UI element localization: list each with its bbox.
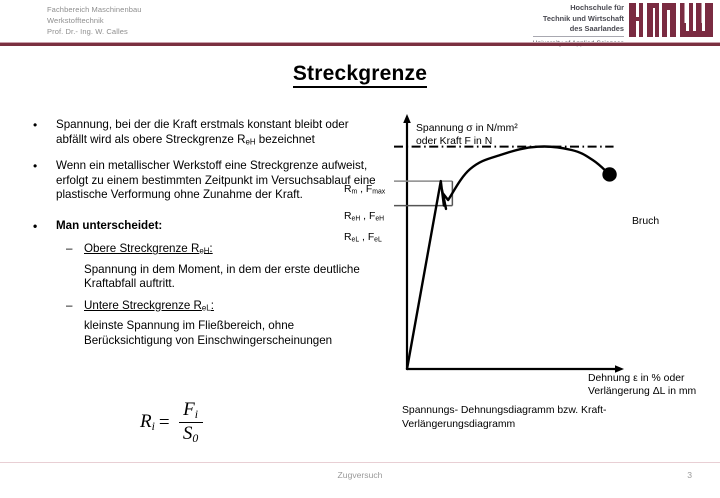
y-axis-title-line-2: oder Kraft F in N bbox=[416, 136, 493, 147]
formula-yield-stress bbox=[140, 400, 203, 446]
x-axis-title-line-1: Dehnung ε in % oder bbox=[588, 373, 685, 384]
page-title bbox=[0, 62, 720, 86]
annotation-bruch: Bruch bbox=[632, 216, 660, 227]
y-axis-title bbox=[416, 122, 518, 148]
stress-strain-diagram bbox=[330, 110, 720, 440]
bullet-marker: • bbox=[33, 218, 38, 233]
stress-strain-curve bbox=[407, 146, 610, 369]
header-divider bbox=[0, 42, 720, 46]
formula-lhs: $R_i$ bbox=[140, 411, 155, 434]
footer-subject: Zugversuch bbox=[337, 470, 383, 480]
y-tick-label-reh: $R_{eH}$ , $F_{eH}$ bbox=[344, 211, 385, 223]
header-line-2: Werkstofftechnik bbox=[47, 16, 104, 26]
bullet-text: Spannung, bei der die Kraft erstmals konstant bleibt oder abfällt wird als obere Streckgrenze $R_{eH}$ bezeichnet bbox=[56, 118, 349, 147]
bullet-item bbox=[28, 159, 378, 203]
page-title-text: Streckgrenze bbox=[293, 62, 427, 88]
bullet-item bbox=[28, 118, 378, 150]
header-line-3: Prof. Dr.- Ing. W. Calles bbox=[47, 27, 128, 37]
dash-marker: – bbox=[66, 298, 73, 312]
bullet-marker: • bbox=[33, 158, 38, 173]
sub-item-heading-text: Obere Streckgrenze $R_{eH}$: bbox=[84, 242, 213, 257]
formula-numerator: $F_i$ bbox=[183, 399, 199, 421]
institution-line-2: Technik und Wirtschaft bbox=[542, 13, 624, 23]
header-line-1: Fachbereich Maschinenbau bbox=[47, 5, 142, 14]
bullet-marker: • bbox=[33, 118, 38, 132]
htw-logo bbox=[629, 3, 713, 37]
formula-equals: = bbox=[158, 411, 170, 433]
sub-item-body-obere: Spannung in dem Moment, in dem der erste deutliche Kraftabfall auftritt. bbox=[84, 262, 360, 291]
institution-line-1: Hochschule für bbox=[570, 3, 624, 12]
sub-item-body-untere: kleinste Spannung im Fließbereich, ohne Berücksichtigung von Einschwingerscheinungen bbox=[84, 319, 333, 347]
y-tick-label-rm: $R_m$ , $F_{max}$ bbox=[344, 184, 386, 196]
sub-item-heading-obere bbox=[28, 242, 378, 259]
fracture-point-marker bbox=[602, 167, 616, 181]
footer-divider bbox=[0, 462, 720, 463]
y-axis-title-line-1: Spannung σ in N/mm² bbox=[416, 123, 518, 134]
formula-denominator: $S_0$ bbox=[182, 423, 199, 446]
chart-axes bbox=[403, 114, 624, 373]
sub-item-heading-text: Untere Streckgrenze $R_{eL}$: bbox=[84, 298, 214, 313]
bullet-text: Wenn ein metallischer Werkstoff eine Streckgrenze aufweist, erfolgt zu einem bestimmten Zeitpunkt im Versuchsablauf eine plastische Verformung ohne Zunahme der Kraft. bbox=[56, 158, 376, 202]
chart-caption: Spannungs- Dehnungsdiagramm bzw. Kraft-Verlängerungsdiagramm bbox=[402, 405, 607, 430]
bullet-item-man-unterscheidet bbox=[28, 219, 378, 234]
content-body bbox=[28, 118, 378, 355]
y-tick-label-rel: $R_{eL}$ , $F_{eL}$ bbox=[344, 232, 382, 244]
header-department-block bbox=[47, 4, 142, 38]
institution-line-3: des Saarlandes bbox=[569, 24, 624, 34]
formula-fraction bbox=[179, 400, 203, 446]
bullet-text: Man unterscheidet: bbox=[56, 218, 163, 232]
chart-level-lines bbox=[394, 147, 614, 206]
slide-header bbox=[0, 0, 720, 44]
x-axis-title bbox=[588, 372, 696, 398]
x-axis-title-line-2: Verlängerung ΔL in mm bbox=[588, 386, 697, 397]
footer-page-number: 3 bbox=[687, 470, 692, 480]
sub-item-heading-untere bbox=[28, 299, 378, 316]
dash-marker: – bbox=[66, 242, 73, 256]
